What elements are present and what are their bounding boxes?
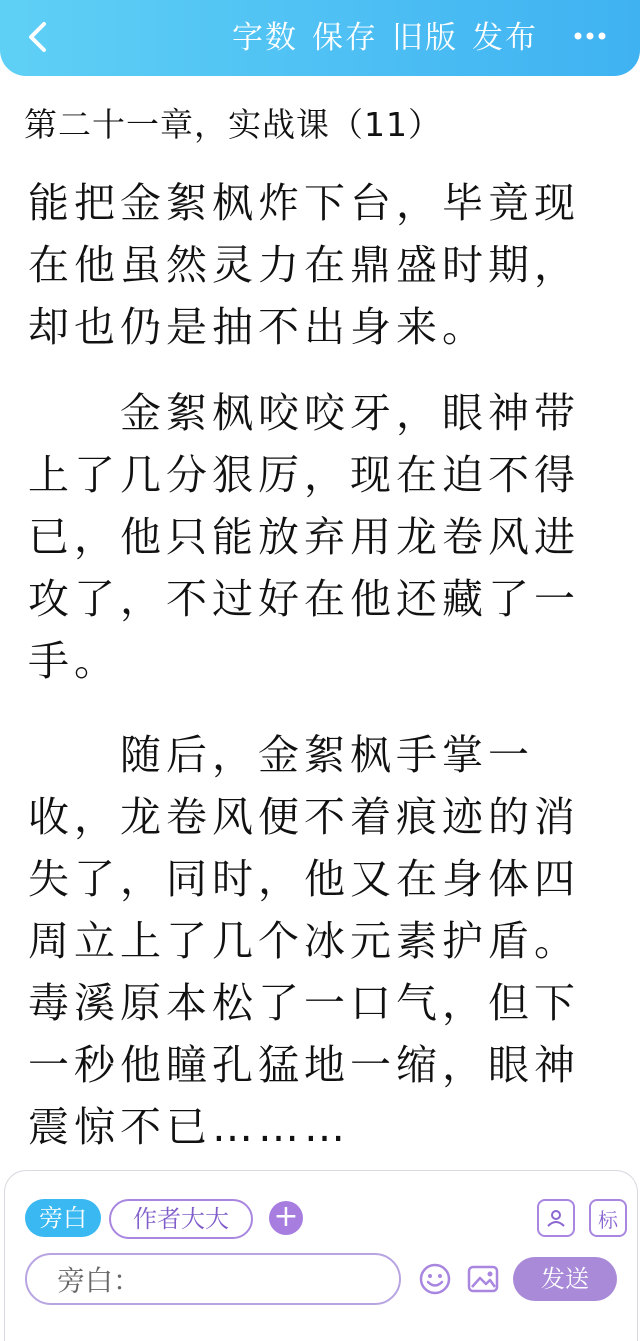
image-icon (466, 1262, 500, 1296)
image-button[interactable] (465, 1261, 501, 1297)
plus-icon: + (273, 1199, 299, 1234)
user-card-icon (545, 1207, 567, 1229)
emoji-icon (418, 1262, 452, 1296)
chevron-left-icon (26, 21, 48, 53)
editor-content[interactable] (0, 78, 640, 1168)
top-toolbar (0, 0, 640, 76)
toolbar-actions (232, 16, 538, 60)
composer-panel (4, 1170, 638, 1341)
publish-button[interactable]: 发布 (472, 20, 538, 56)
send-button[interactable]: 发送 (513, 1257, 617, 1301)
author-role-chip[interactable]: 作者大大 (109, 1199, 253, 1239)
add-role-button[interactable] (269, 1201, 303, 1235)
tag-button[interactable] (589, 1199, 627, 1237)
back-button[interactable] (20, 20, 54, 54)
word-count-button[interactable]: 字数 (232, 20, 298, 56)
message-input[interactable]: 旁白： (25, 1253, 401, 1305)
aside-role-chip[interactable]: 旁白 (25, 1199, 101, 1237)
emoji-button[interactable] (417, 1261, 453, 1297)
ellipsis-icon (573, 31, 607, 41)
old-version-button[interactable]: 旧版 (392, 20, 458, 56)
paragraph[interactable]: 能把金絮枫炸下台，毕竟现在他虽然灵力在鼎盛时期，却也仍是抽不出身来。 (28, 179, 580, 351)
user-card-button[interactable] (537, 1199, 575, 1237)
paragraph[interactable]: 随后，金絮枫手掌一收，龙卷风便不着痕迹的消失了，同时，他又在身体四周立上了几个冰元素护盾。毒溪原本松了一口气，但下一秒他瞳孔猛地一缩，眼神震惊不已……… (28, 731, 580, 1151)
chapter-title[interactable]: 第二十一章，实战课（11） (24, 105, 442, 144)
paragraph[interactable]: 金絮枫咬咬牙，眼神带上了几分狠厉，现在迫不得已，他只能放弃用龙卷风进攻了，不过好在他还藏了一手。 (28, 389, 580, 685)
more-button[interactable] (570, 18, 610, 54)
tag-label: 标 (598, 1207, 618, 1232)
save-button[interactable]: 保存 (312, 20, 378, 56)
